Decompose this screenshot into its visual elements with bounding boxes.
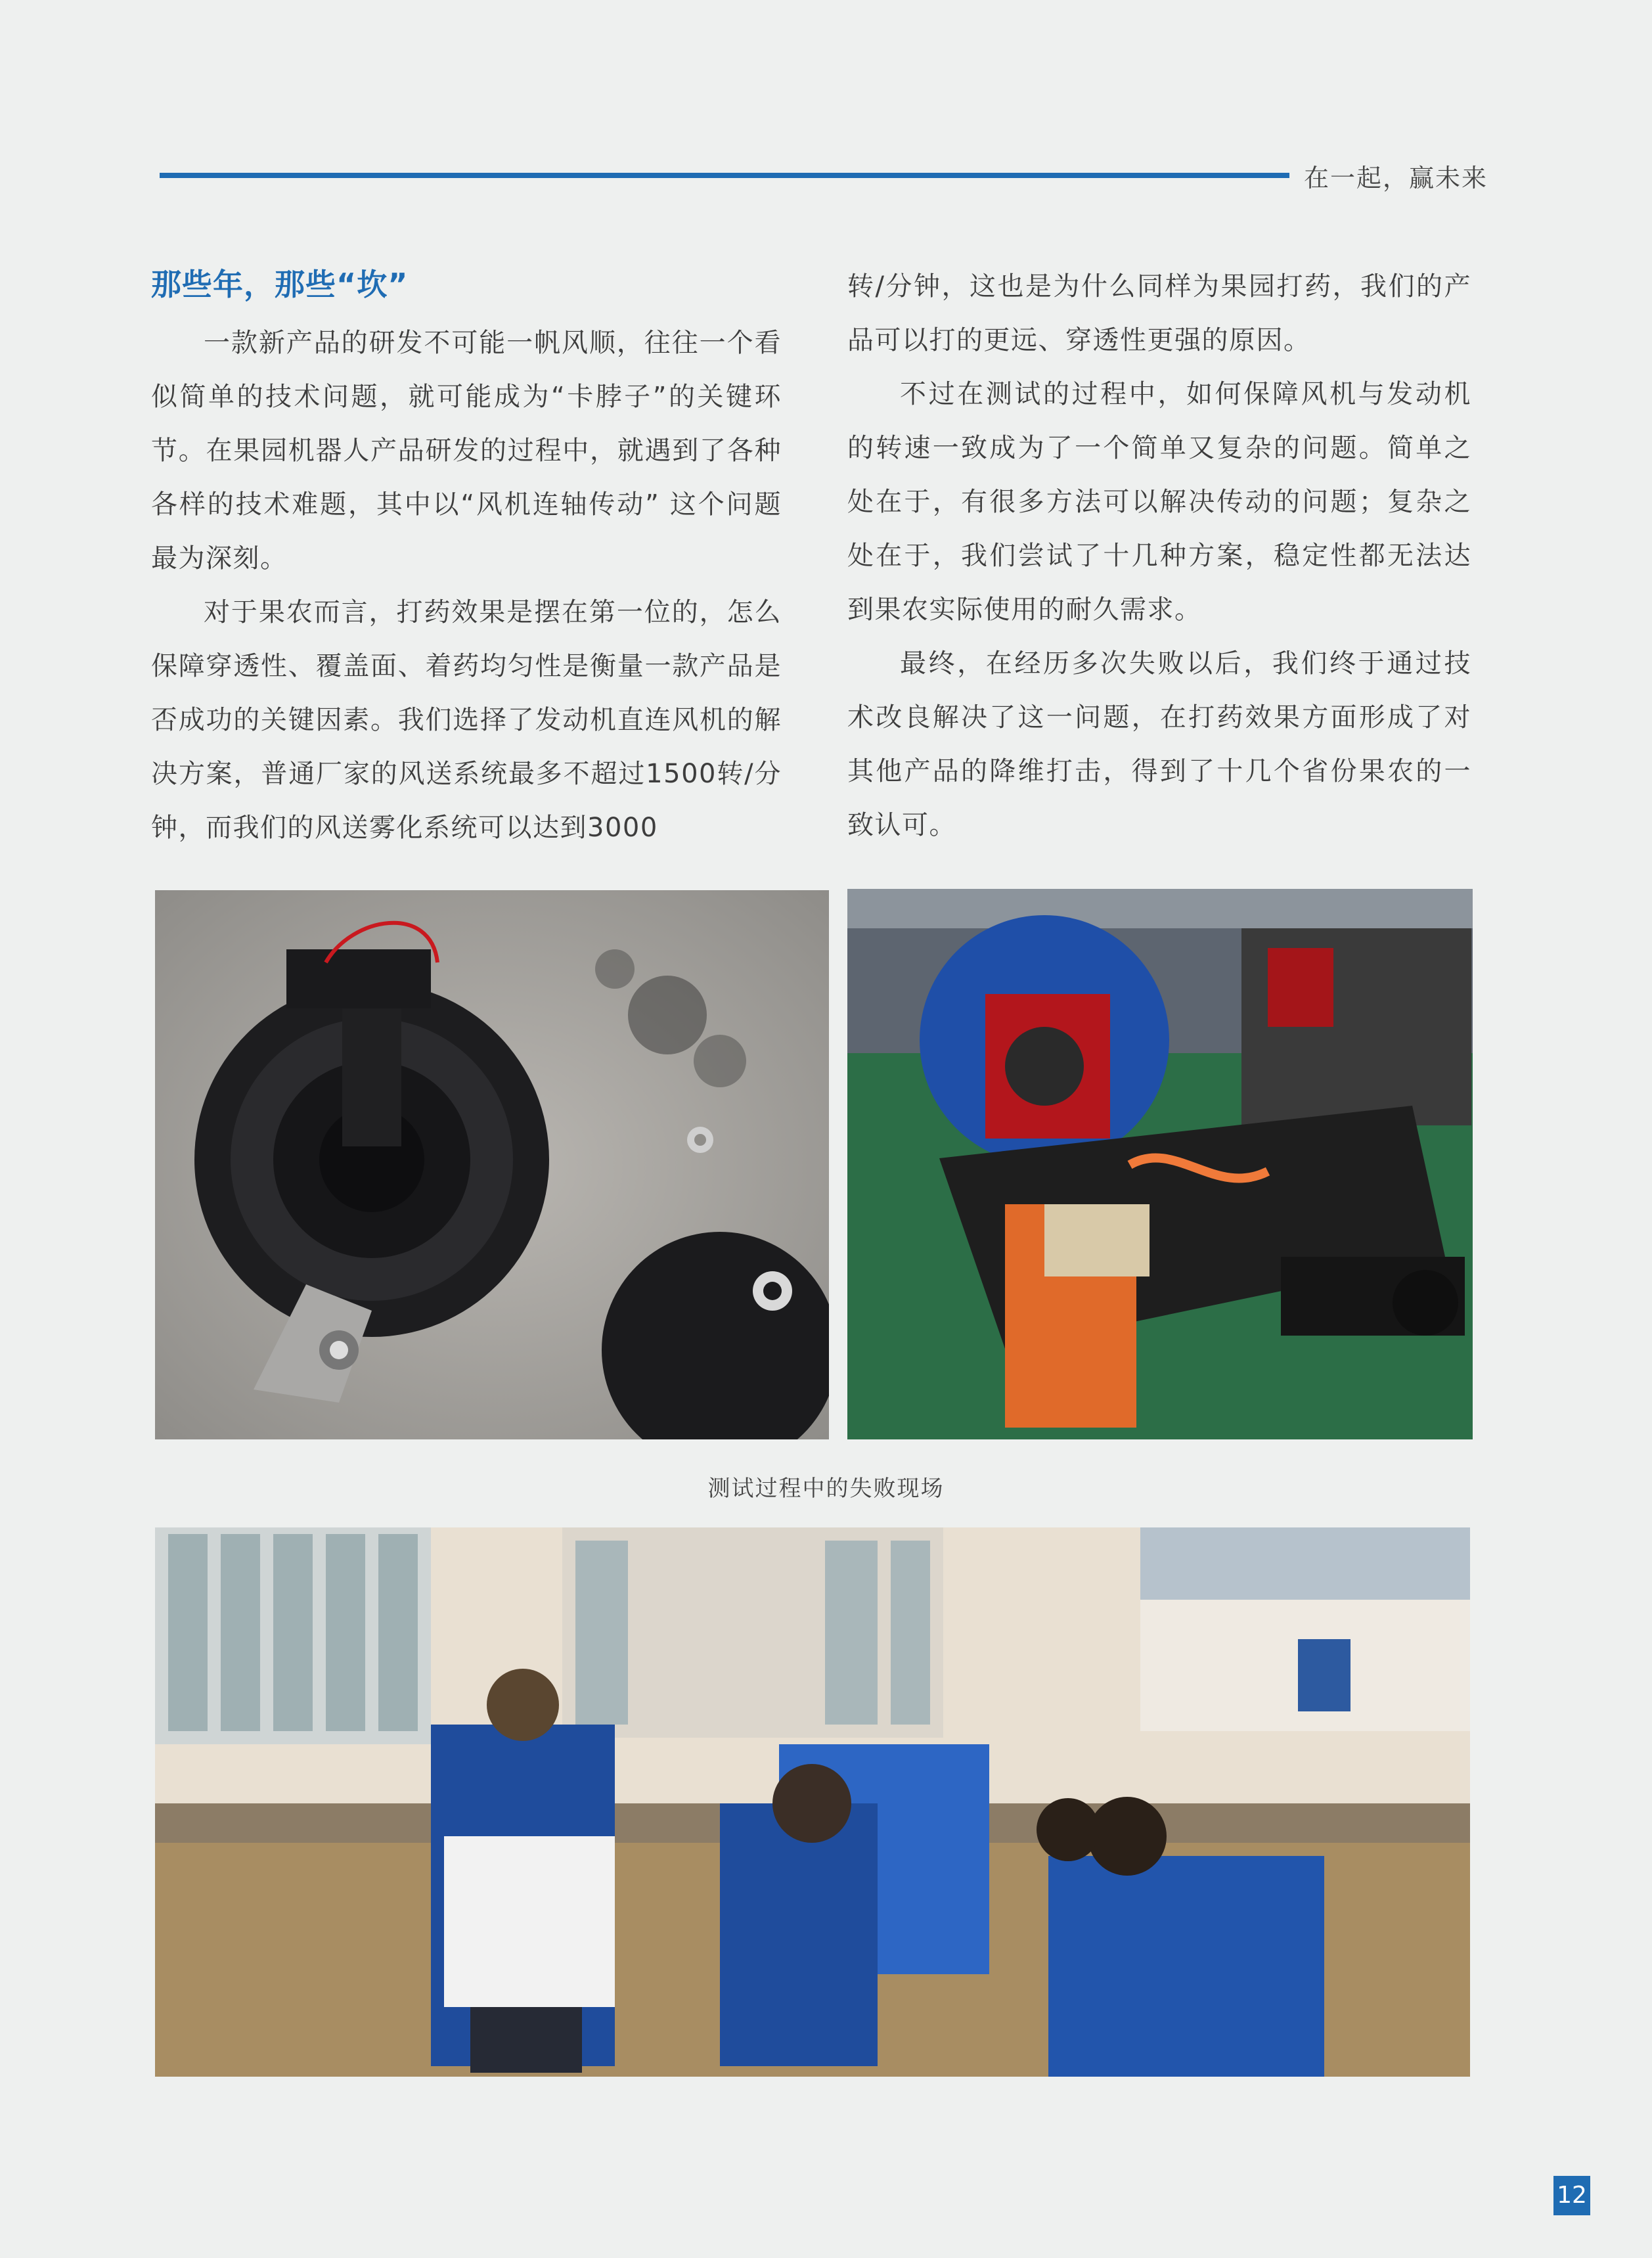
header-slogan: 在一起，赢未来 bbox=[1304, 164, 1488, 192]
alternator-photo bbox=[155, 890, 829, 1439]
section-title: 那些年，那些“坎” bbox=[151, 267, 409, 302]
header-rule bbox=[160, 173, 1289, 178]
article-right-column bbox=[847, 260, 1471, 852]
paragraph-continued: 转/分钟，这也是为什么同样为果园打药，我们的产品可以打的更远、穿透性更强的原因。 bbox=[847, 271, 1471, 355]
article-left-column bbox=[151, 260, 782, 855]
paragraph: 一款新产品的研发不可能一帆风顺，往往一个看似简单的技术问题，就可能成为“卡脖子”的关键环节。在果园机器人产品研发的过程中，就遇到了各种各样的技术难题，其中以“风机连轴传动” 这个问题最为深刻。 bbox=[151, 328, 782, 574]
paragraph: 对于果农而言，打药效果是摆在第一位的，怎么保障穿透性、覆盖面、着药均匀性是衡量一款产品是否成功的关键因素。我们选择了发动机直连风机的解决方案，普通厂家的风送系统最多不超过1500转/分钟，而我们的风送雾化系统可以达到3000 bbox=[151, 597, 782, 843]
team-testing-photo bbox=[155, 1527, 1470, 2077]
paragraph: 不过在测试的过程中，如何保障风机与发动机的转速一致成为了一个简单又复杂的问题。简单之处在于，有很多方法可以解决传动的问题；复杂之处在于，我们尝试了十几种方案，稳定性都无法达到果农实际使用的耐久需求。 bbox=[847, 379, 1471, 625]
robot-chassis-photo bbox=[847, 889, 1473, 1439]
paragraph: 最终，在经历多次失败以后，我们终于通过技术改良解决了这一问题，在打药效果方面形成了对其他产品的降维打击，得到了十几个省份果农的一致认可。 bbox=[847, 648, 1471, 840]
figure-caption: 测试过程中的失败现场 bbox=[707, 1476, 945, 1502]
page-number: 12 bbox=[1553, 2176, 1590, 2215]
